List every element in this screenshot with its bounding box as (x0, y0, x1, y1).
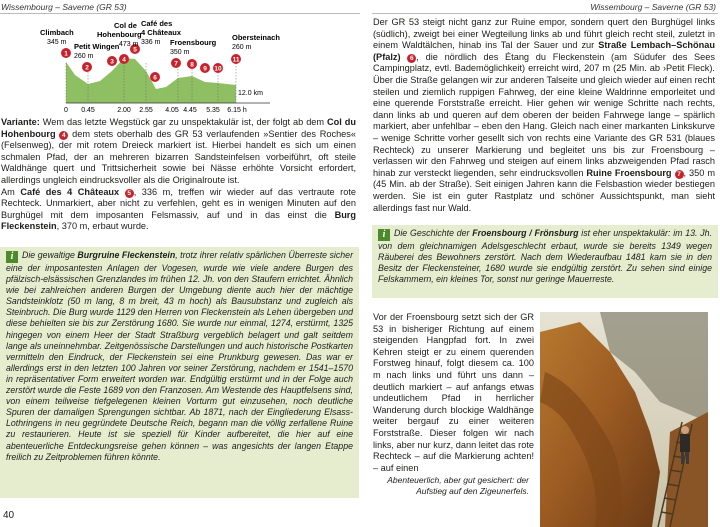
time-tick-label: 0 (64, 107, 68, 114)
froensbourg-info-box (372, 225, 718, 298)
fleckenstein-info-text (6, 250, 353, 463)
text-run: Der GR 53 steigt nicht ganz zur Ruine empor, sondern quert den Burghügel links (südlich), zweigt bei einer Wegteilung links ab und führt gleich recht steil, zuletzt in einem Waldtälchen, hinab ins Tal der Sauer und zur (373, 17, 715, 51)
profile-marker-10 (213, 63, 223, 73)
svg-text:6: 6 (153, 74, 157, 82)
text-run: , 336 m, treffen wir wieder auf das vertraute rote Rechteck. Unmarkiert, aber nicht zu verfehlen, geht es in wenigen Minuten auf den Burghügel mit dem imposanten Felsmassiv, auf und in das einst die (1, 186, 356, 220)
running-header-right: Wissembourg – Saverne (GR 53) (590, 2, 716, 12)
svg-text:8: 8 (190, 61, 194, 69)
station-obersteinach-elev: 260 m (232, 44, 252, 51)
svg-text:11: 11 (232, 56, 240, 64)
svg-text:4: 4 (122, 56, 126, 64)
bold-term: Burg Fleckenstein (1, 209, 356, 232)
bold-term: Variante: (1, 117, 40, 127)
elevation-profile (0, 15, 290, 115)
station-petitwingen-elev: 260 m (74, 53, 94, 60)
waypoint-marker-5: 5 (125, 189, 134, 198)
photo-caption: Abenteuerlich, aber gut gesichert: der Aufstieg auf den Zigeunerfels. (387, 475, 529, 496)
text-run: Die Geschichte der (394, 228, 473, 238)
text-run: Die gewaltige (22, 250, 78, 260)
text-run: Wem das letzte Wegstück gar zu unspektakulär ist, der folgt ab dem (39, 117, 328, 127)
bold-term: Ruine Froensbourg (586, 167, 672, 178)
text-run: , trotz ihrer relativ spärlichen Überreste sicher eine der imposantesten Anlagen der Vogesen, wurde wie viele andere Burgen des pfälzisch-elsässischen Grenzlandes im frühen 12. Jh. von den Staufern errichtet. Ähnlich wie bei zahlreichen anderen Burgen der Umgebung diente auch hier der mächtige Sandsteinklotz (50 m lang, 8 m breit, 43 m hoch) als Bausubstanz und zugleich als Steinbruch. Die Burg wurde 1129 den Herren von Fleckenstein als Lehen übergeben und diese behielten sie bis zur Zerstörung 1680. Sie wurde nur einmal, 1274, erstürmt, 1325 hingegen von einem Heer der Stadt Straßburg vergeblich belagert und galt seitdem lange als uneinnehmbar. Zeitgenössische Darstellungen und auch historische Postkarten vermitteln den Eindruck, der Fleckenstein sei eine Prunkburg gewesen. Das war er allerdings erst in den letzten 100 Jahren vor seiner Zerstörung, nachdem er 1541–1570 in repräsentativer Form erweitert worden war. Endgültig erstürmt und in der Folge auch zerstört wurde die Feste 1689 von den Franzosen. Am Westende des Hauptfelsens sind, von einem teilweise tiefgelegenen kleinen Vorturm gut einzusehen, noch deutliche Spuren der damaligen Sprengungen sichtbar. Ab 1871, nach der Eingliederung Elsass-Lothringens in neu gegründete Deutsche Reich, begann man die völlig zerfallene Ruine zu restaurieren. Heute ist sie speziell für Kinder aufbereitet, die hier auf eine abenteuerliche Entdeckungsreise gehen können – was angesichts der langen Etappe freilich zu Zeitproblemen führen könnte. (6, 250, 353, 462)
info-icon: i (6, 251, 18, 263)
route-paragraph (373, 17, 715, 214)
time-tick-label: 2.55 (139, 107, 153, 114)
svg-text:2: 2 (85, 64, 89, 72)
bold-term: Straße Lembach–Schönau (Pfalz) (373, 40, 715, 62)
elevation-area (66, 58, 236, 103)
text-run: dem stets oberhalb des GR 53 verlaufenden »Sentier des Roches« (Felsenweg), der mit rotem Dreieck markiert ist. Hierbei handelt es sich um einen schmalen Pfad, der an mehreren bizarren Sandsteinfelsen vorbeiführt, oft steile Waldhänge quert und Trittsicherheit sowie bei Nässe erhöhte Vorsicht erfordert, allerdings ungleich eindrucksvoller als die Originalroute ist. (1, 128, 356, 185)
photo-rock-stairway (540, 312, 708, 527)
waypoint-marker-4: 4 (59, 131, 68, 140)
waypoint-marker-6: 6 (407, 54, 416, 63)
station-climbach-elev: 345 m (47, 39, 67, 46)
svg-text:10: 10 (214, 65, 222, 73)
profile-marker-9 (200, 63, 210, 73)
time-tick-label: 6.15 h (227, 107, 247, 114)
profile-marker-6 (150, 72, 160, 82)
text-run: , 370 m, erbaut wurde. (56, 221, 149, 232)
bold-term: Burgruine Fleckenstein (77, 250, 176, 260)
header-divider-left (0, 13, 360, 14)
page-number: 40 (3, 510, 15, 521)
bold-term: Café des 4 Châteaux (20, 186, 120, 197)
profile-marker-2 (82, 62, 92, 72)
text-run: , die nördlich des Étang du Fleckenstein (am Südufer des Sees Campingplatz, evtl. Bademöglichkeit) erreicht wird, 207 m (25 Min. ab ›Petit Fleck). Über die Straße gelangen wir zur anderen Talseite und gleich wieder auf einen recht steilen und ziemlich ruppigen Fahrweg, der eine kleine Waldrinne emporleitet und eine querende Forststraße erreicht. Hier gehen wir wenige Schritte nach rechts, dann links ab und queren auf dem oberen der beiden Fahrwege lange – spärlich markiert, aber unfehlbar – eben den Hang. Gleich nach einer markanten Linkskurve – wenige Schritte vorher gesellt sich von rechts eine Variante des GR 531 (blaues Rechteck) zu unserer Markierung und begleitet uns bis zur Froensbourg – verlassen wir den Fahrweg und steigen auf einem links abzweigenden Pfad rasch hinab zur versteckt liegenden, sehr eindrucksvollen (373, 51, 716, 178)
bold-term: Froensbourg / Frönsburg (472, 228, 579, 238)
running-header-left: Wissembourg – Saverne (GR 53) (1, 2, 127, 12)
station-cafe-elev: 336 m (141, 39, 161, 46)
left-column (1, 117, 356, 233)
svg-text:1: 1 (64, 50, 68, 58)
cafe-paragraph (1, 187, 356, 233)
station-cafe-name-1: Café des (141, 19, 173, 28)
text-run: Am (1, 186, 21, 197)
waypoint-marker-7: 7 (675, 170, 684, 179)
continuation-paragraph: Vor der Froensbourg setzt sich der GR 53 in bisheriger Richtung auf einem steigenden Hangpfad fort. In zwei Kehren steigt er zu einem querenden Forstweg hinauf, folgt diesem ca. 100 m nach links und führt uns dann – deutlich markiert – auf anfangs etwas undeutlichem Pfad in herrlicher Wanderung durch blockige Waldhänge weiter bergauf zu einer weiteren Forststraße. Dieser folgen wir nach links, aber nur kurz, dann leitet das rote Rechteck – auf die Markierung achten! – auf einen (373, 312, 534, 473)
text-run: ist eher unspektakulär: im 13. Jh. von dem gleichnamigen Adelsgeschlecht erbaut, wurde sie bereits 1349 wegen Räuberei des Bewohners zerstört. Nach dem Wiederaufbau 1481 kam sie in den Besitz der Fleckensteiner, 1680 wurde sie endgültig zerstört. Zu sehen sind einige Felskammern, ein kleines Tor, sonst nur geringe Mauerreste. (378, 228, 712, 285)
right-column (373, 17, 715, 214)
svg-text:5: 5 (133, 46, 137, 54)
station-froensbourg-elev: 350 m (170, 49, 190, 56)
fleckenstein-info-box (0, 247, 359, 498)
profile-marker-11 (231, 54, 241, 64)
station-froensbourg-name: Froensbourg (170, 38, 217, 47)
station-hohenbourg-elev: 473 m (119, 41, 139, 48)
profile-marker-3 (107, 56, 117, 66)
time-tick-label: 5.35 (206, 107, 220, 114)
text-run: , 350 m (45 Min. ab der Straße). Seit einigen Jahren kann die Felsbastion wieder bestiegen werden. Sie ist ein guter Rastplatz und schöner Aussichtspunkt, man sieht allerdings fast nur Wald. (373, 167, 715, 213)
time-tick-labels (64, 107, 247, 114)
svg-text:9: 9 (203, 65, 207, 73)
time-tick-label: 2.00 (117, 107, 131, 114)
header-divider-right (372, 13, 718, 14)
profile-marker-1 (61, 48, 71, 58)
time-tick-label: 4.05 (165, 107, 179, 114)
froensbourg-info-text (378, 228, 712, 285)
bold-term: Col du Hohenbourg (1, 117, 357, 139)
profile-marker-4 (119, 54, 129, 64)
station-hohenbourg-name-1: Col de (114, 21, 137, 30)
station-climbach-name: Climbach (40, 28, 74, 37)
station-hohenbourg-name-2: Hohenbourg (97, 30, 142, 39)
profile-marker-8 (187, 59, 197, 69)
station-obersteinach-name: Obersteinach (232, 33, 280, 42)
continuation-column (373, 312, 534, 474)
time-tick-label: 0.45 (81, 107, 95, 114)
info-icon: i (378, 229, 390, 241)
svg-text:7: 7 (174, 60, 178, 68)
variante-paragraph (1, 117, 356, 187)
profile-marker-7 (171, 58, 181, 68)
distance-label: 12.0 km (238, 90, 263, 97)
station-petitwingen-name: Petit Wingen (74, 42, 120, 51)
station-cafe-name-2: 4 Châteaux (141, 28, 182, 37)
svg-text:3: 3 (110, 58, 114, 66)
time-tick-label: 4.45 (183, 107, 197, 114)
